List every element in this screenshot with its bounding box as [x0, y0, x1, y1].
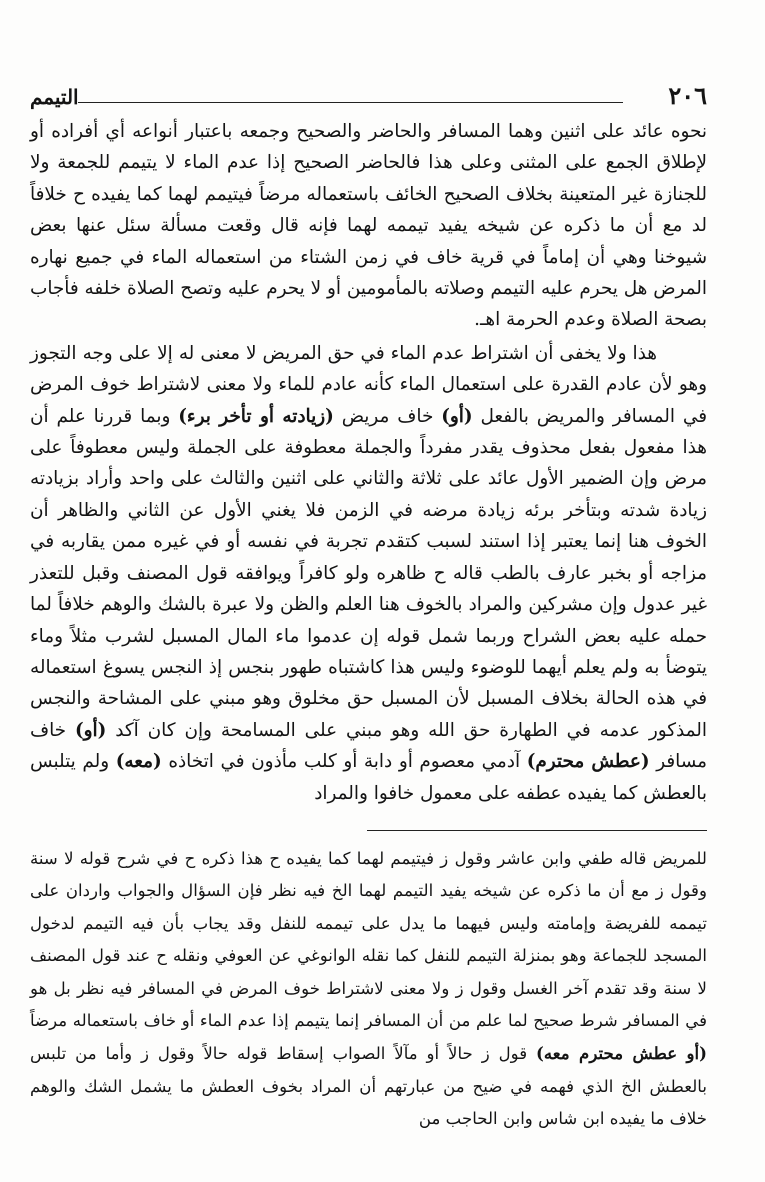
matn-or-2: (أو): [74, 719, 107, 741]
running-title: التيمم: [30, 85, 79, 109]
paragraph-1: نحوه عائد على اثنين وهما المسافر والحاضر والصحيح وجمعه باعتبار أنواعه أي أفراده أو لإطلاق الجمع على المثنى وعلى هذا فالحاضر الصحيح إذا عدم الماء لا يتيمم للجمعة ولا للجنازة غير المتعينة بخلاف الصحيح الخائف باستعماله مرضاً فيتيمم لهما كما يفيده ح خلافاً لد مع أن ما ذكره عن شيخه يفيد تيممه لهما فإنه قال وقعت مسألة سئل عنها بعض شيوخنا وهي أن إماماً في قرية خاف في زمن الشتاء من استعماله الماء في جميع نهاره المرض هل يحرم عليه التيمم وصلاته بالمأمومين أو لا يحرم عليه وتصح الصلاة خلفه فأجاب بصحة الصلاة وعدم الحرمة اهـ.: [30, 121, 707, 331]
header-rule: [78, 102, 623, 103]
footnote-text-a: للمريض قاله طفي وابن عاشر وقول ز فيتيمم لهما كما يفيده ح هذا ذكره ح في شرح قوله لا سنة وقول ز مع أن ما ذكره عن شيخه يفيد التيمم لهما الخ فيه نظر فإن السؤال والجواب واردان على تيممه للفريضة وإمامته وليس فيهما ما يدل على تيممه للنفل وقد يجاب بأن فيه التيمم لدخول المسجد للجماعة وهو بمنزلة التيمم للنفل كما نقله الوانوغي عن العوفي ونقله ح عند قول المصنف لا سنة وقد تقدم آخر الغسل وقول ز ولا معنى لاشتراط خوف المرض في المسافر فيه نظر بل هو في المسافر شرط صحيح لما علم من أن المسافر إنما يتيمم إذا عدم الماء أو خاف باستعماله مرضاً: [30, 849, 707, 1031]
footnote-text-b: قول ز حالاً أو مآلاً الصواب إسقاط قوله حالاً وقول ز وأما من تلبس بالعطش الخ الذي فهمه في ضيح من عبارتهم أن المراد بخوف العطش ما يشمل الشك والوهم خلاف ما يفيده ابن شاس وابن الحاجب من: [30, 1044, 707, 1129]
matn-respected-thirst: (عطش محترم): [526, 751, 650, 773]
footnotes: [30, 843, 707, 1136]
paragraph-2-text-c: وبما قررنا علم أن هذا مفعول بفعل محذوف يقدر مفرداً والجملة معطوفة على الجملة وليس معطوفاً على مرض وإن الضمير الأول عائد على ثلاثة والثاني على اثنين والثالث على واحد وأراد بزيادته زيادة شدته وبتأخر برئه زيادة مرضه في الزمن فلا يغني الأول عن الثاني والظاهر أن الخوف هنا إنما يعتبر إذا استند لسبب كتقدم تجربة في نفسه أو في غيره ممن يقاربه في مزاجه أو بخبر عارف بالطب قاله ح ظاهره ولو كافراً ويوافقه قول المصنف وقبل للتعذر غير عدول وإن مشركين والمراد بالخوف هنا العلم والظن ولا عبرة بالشك والوهم خلافاً لما حمله عليه بعض الشراح وربما شمل قوله إن عدموا ماء المال المسبل لشرب مثلاً وماء يتوضأ به ولم يعلم أيهما للوضوء وليس هذا كاشتباه طهور بنجس إذ النجس يسوغ استعماله في هذه الحالة بخلاف المسبل لأن المسبل حق مخلوق وهو مبني على المشاحة والنجس المذكور عدمه في الطهارة حق الله وهو مبني على المسامحة وإن كان آكد: [30, 405, 707, 741]
matn-with-him: (معه): [115, 751, 162, 773]
footnote-matn-quote: (أو عطش محترم معه): [536, 1043, 707, 1064]
matn-increase-or-delay: (زيادته أو تأخر برء): [178, 405, 334, 427]
paragraph-2-text-b: خاف مريض: [333, 405, 442, 427]
footnote-rule: [367, 830, 707, 831]
paragraph-2-text-f: ولم يتلبس بالعطش كما يفيده عطفه على معمول خافوا والمراد: [30, 751, 707, 804]
paragraph-2: [30, 338, 707, 809]
main-text: [30, 116, 707, 809]
matn-or-1: (أو): [441, 405, 473, 427]
page-number: ٢٠٦: [668, 81, 707, 110]
footnote-paragraph: [30, 843, 707, 1136]
page-header: [30, 82, 707, 108]
paragraph-2-text-a: هذا ولا يخفى أن اشتراط عدم الماء في حق المريض لا معنى له إلا على وجه التجوز وهو لأن عادم القدرة على استعمال الماء كأنه عادم للماء ولا معنى لاشتراط خوف المرض في المسافر والمريض بالفعل: [30, 342, 707, 427]
paragraph-2-text-e: آدمي معصوم أو دابة أو كلب مأذون في اتخاذه: [161, 751, 527, 773]
paragraph-2-text-d: خاف مسافر: [30, 719, 707, 773]
